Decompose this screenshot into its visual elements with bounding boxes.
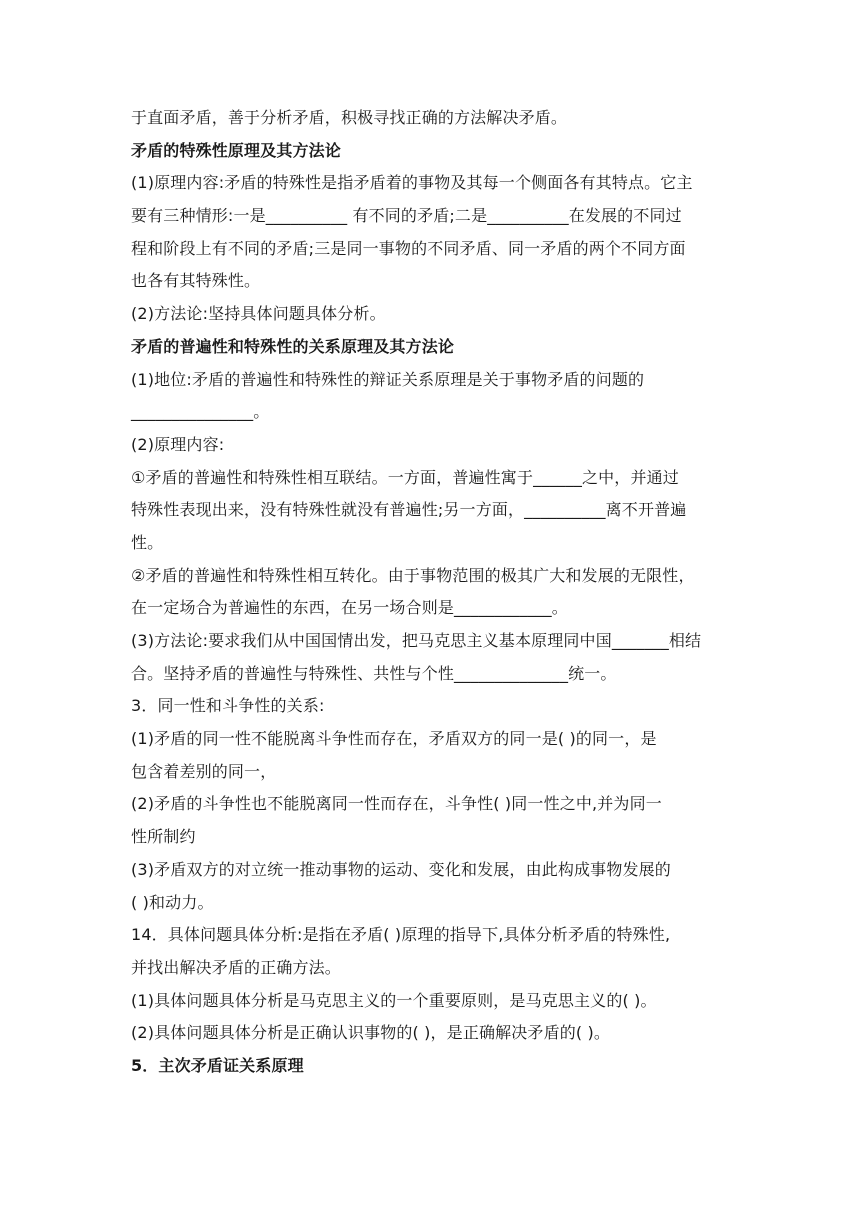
text-line: 合。坚持矛盾的普遍性与特殊性、共性与个性______________统一。 (131, 663, 617, 683)
text-line: (1)原理内容:矛盾的特殊性是指矛盾着的事物及其每一个侧面各有其特点。它主 (131, 173, 693, 193)
text-line: 在一定场合为普遍性的东西，在另一场合则是____________。 (131, 598, 568, 618)
text-line: 也各有其特殊性。 (131, 271, 261, 291)
text-line: 程和阶段上有不同的矛盾;三是同一事物的不同矛盾、同一矛盾的两个不同方面 (131, 238, 686, 258)
section-heading: 矛盾的普遍性和特殊性的关系原理及其方法论 (131, 336, 455, 356)
text-line: ( )和动力。 (131, 892, 214, 912)
text-line: (1)矛盾的同一性不能脱离斗争性而存在，矛盾双方的同一是( )的同一，是 (131, 729, 657, 749)
text-line: (2)矛盾的斗争性也不能脱离同一性而存在，斗争性( )同一性之中,并为同一 (131, 794, 662, 814)
text-line: 特殊性表现出来，没有特殊性就没有普遍性;另一方面，__________离不开普遍 (131, 500, 687, 520)
text-line: (3)矛盾双方的对立统一推动事物的运动、变化和发展，由此构成事物发展的 (131, 859, 671, 879)
text-line: _______________。 (131, 402, 270, 422)
text-line: 性。 (131, 532, 164, 552)
text-line: (2)方法论:坚持具体问题具体分析。 (131, 304, 386, 324)
section-heading: 5．主次矛盾证关系原理 (131, 1055, 304, 1075)
text-line: (2)具体问题具体分析是正确认识事物的( )，是正确解决矛盾的( )。 (131, 1023, 611, 1043)
text-line: (1)具体问题具体分析是马克思主义的一个重要原则，是马克思主义的( )。 (131, 990, 657, 1010)
text-line: (1)地位:矛盾的普遍性和特殊性的辩证关系原理是关于事物矛盾的问题的 (131, 369, 645, 389)
text-line: 性所制约 (131, 827, 196, 847)
text-line: ①矛盾的普遍性和特殊性相互联结。一方面，普遍性寓于______之中，并通过 (131, 467, 679, 487)
document-body (131, 102, 731, 1083)
text-line: 于直面矛盾，善于分析矛盾，积极寻找正确的方法解决矛盾。 (131, 108, 568, 127)
text-line: (3)方法论:要求我们从中国国情出发，把马克思主义基本原理同中国_______相结 (131, 631, 702, 650)
text-line: 要有三种情形:一是__________ 有不同的矛盾;二是__________在发展的不同过 (131, 206, 682, 226)
section-heading: 矛盾的特殊性原理及其方法论 (131, 140, 341, 160)
text-line: 包含着差别的同一， (131, 761, 277, 781)
text-line: 14．具体问题具体分析:是指在矛盾( )原理的指导下,具体分析矛盾的特殊性, (131, 925, 671, 945)
text-line: 并找出解决矛盾的正确方法。 (131, 957, 341, 977)
text-line: 3．同一性和斗争性的关系: (131, 696, 325, 716)
text-line: (2)原理内容: (131, 434, 225, 454)
text-line: ②矛盾的普遍性和特殊性相互转化。由于事物范围的极其广大和发展的无限性， (131, 565, 695, 585)
